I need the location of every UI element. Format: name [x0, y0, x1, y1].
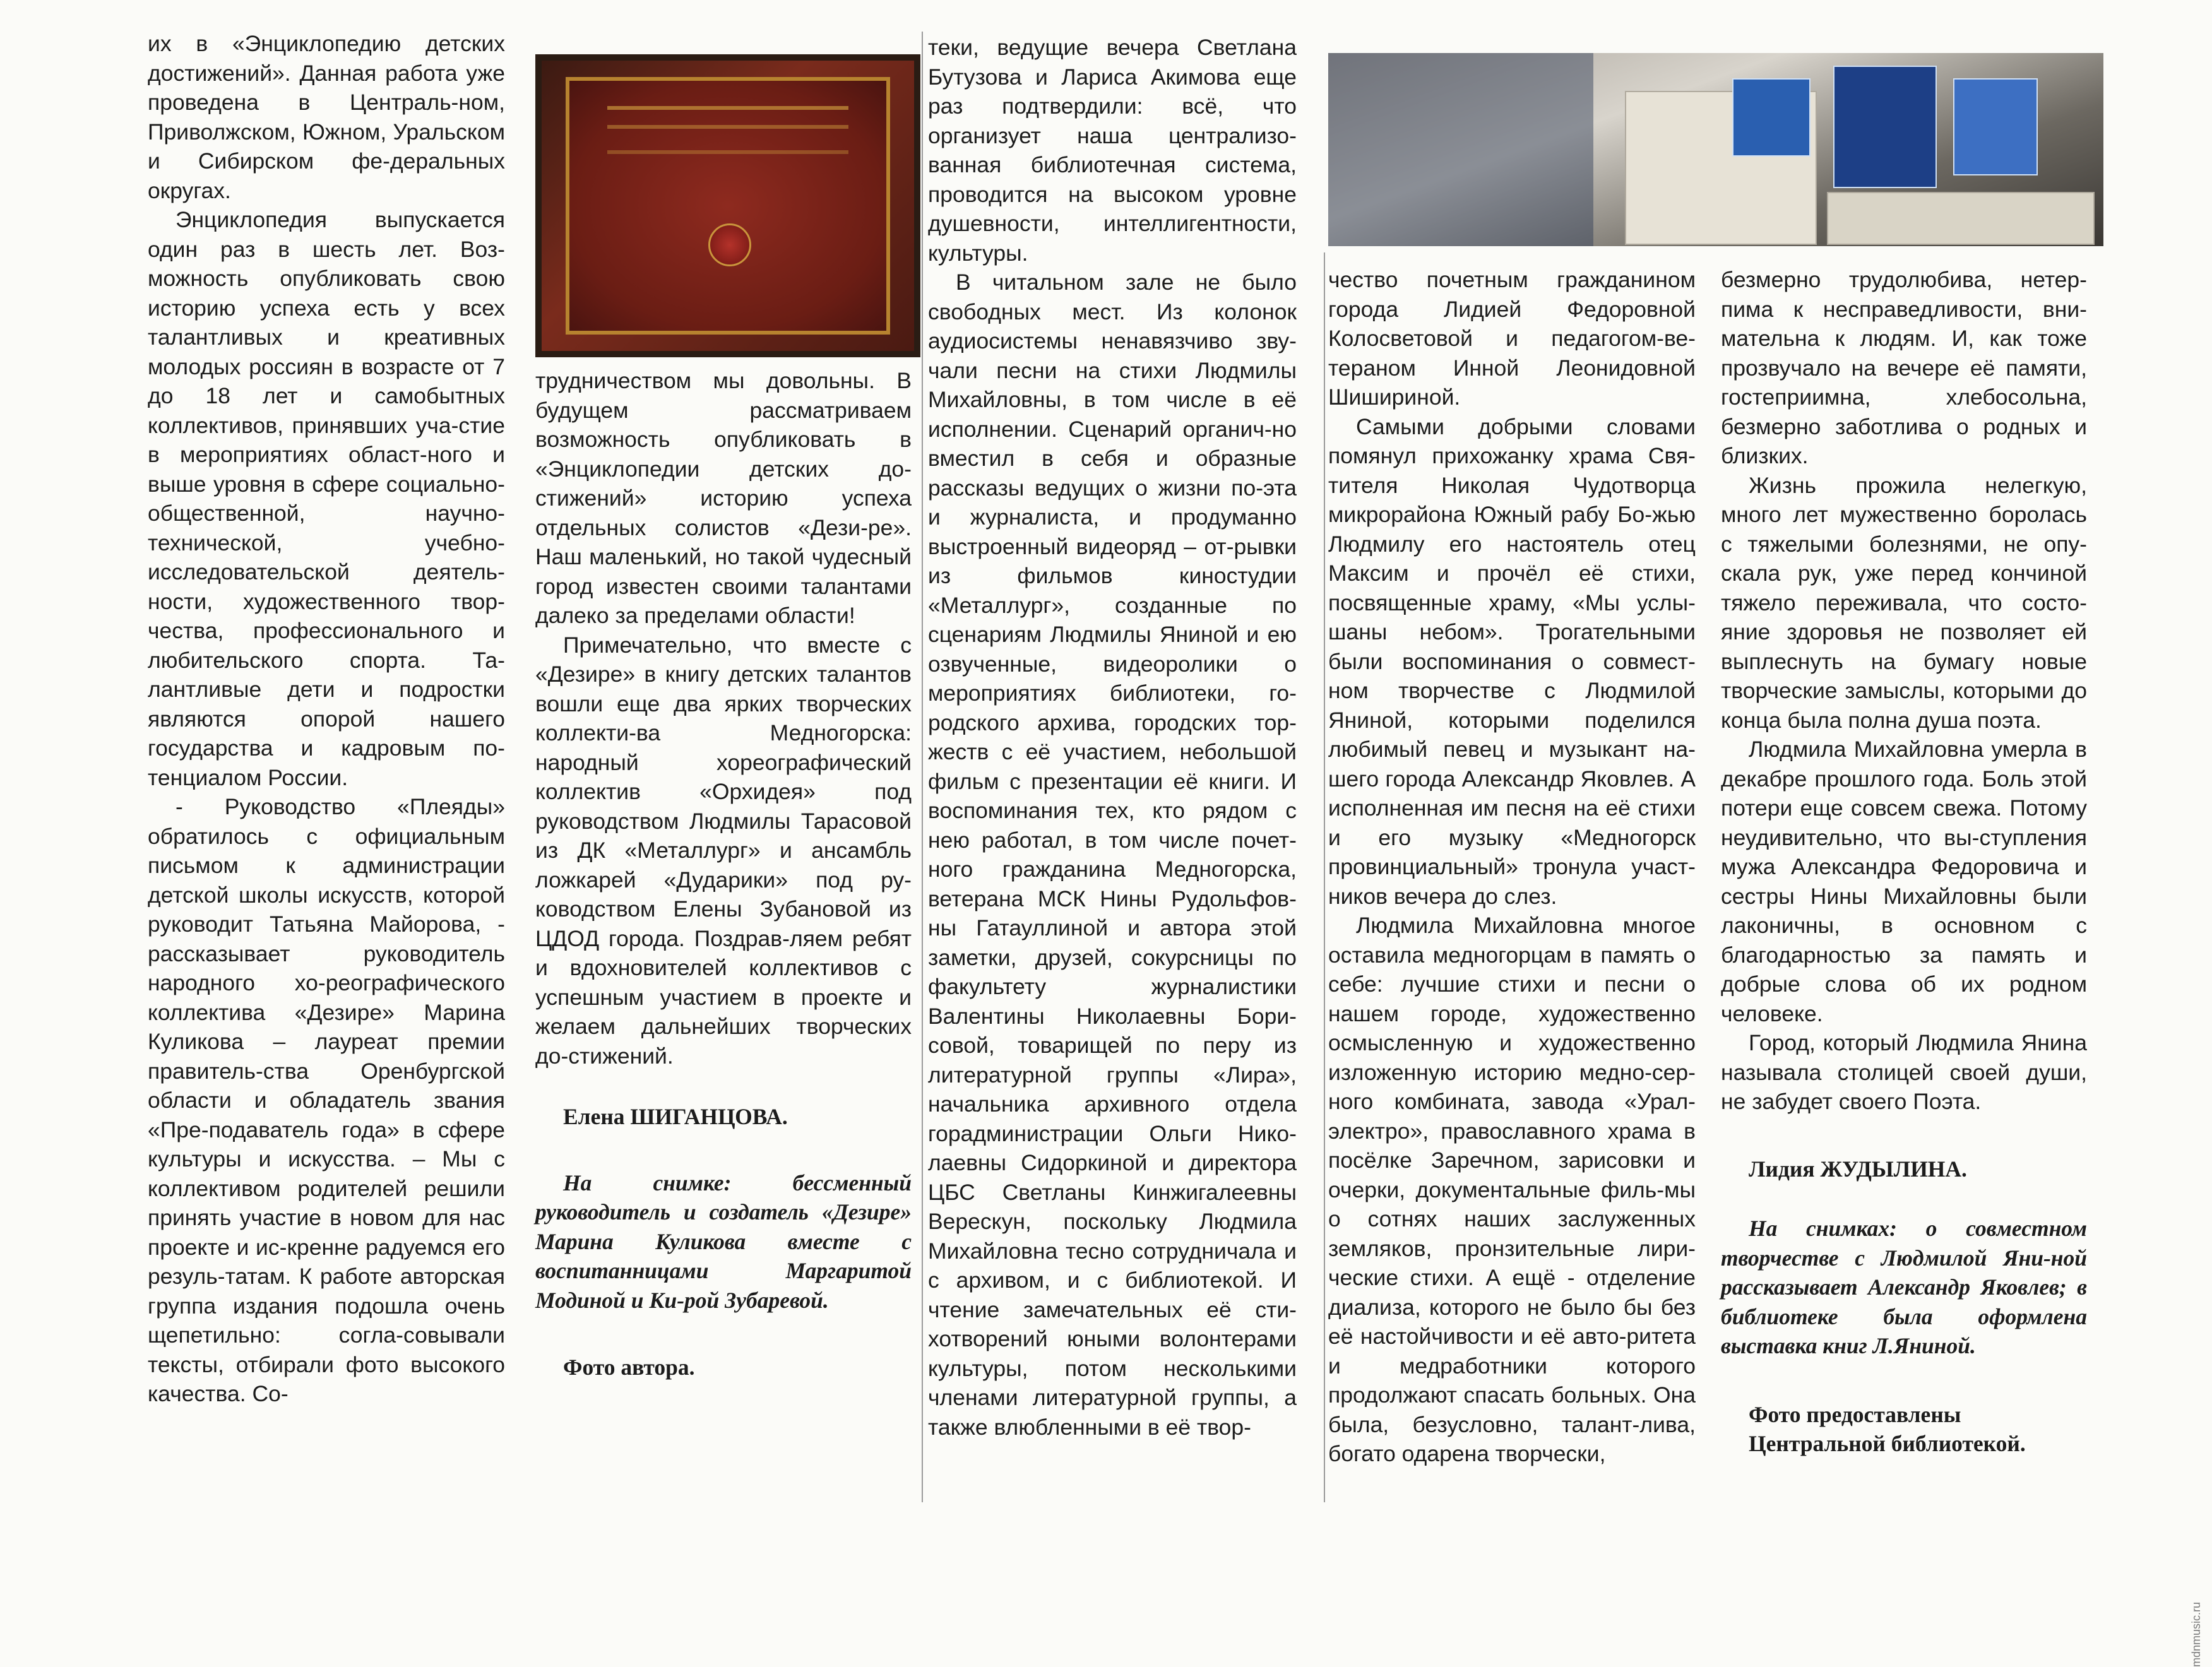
wax-seal-icon [708, 223, 751, 266]
paragraph: В читальном зале не было свободных мест. Из колонок аудиосистемы ненавязчиво зву-чали песни на стихи Людмилы Михайловны, в том числе в её исполнении. Сценарий органич-но вместил в себя и образные рассказы ведущих о жизни по-эта и журналиста, и продуманно выстроенный видеоряд – от-рывки из фильмов киностудии «Металлург», созданные по сценариям Людмилы Яниной и ею озвученные, видеоролики о мероприятиях библиотеки, го-родского архива, городских тор-жеств с её участием, небольшой фильм с презентации её книги. И воспоминания тех, кто рядом с нею работал, в том числе почет-ного гражданина Медногорска, ветерана МСК Нины Рудольфов-ны Гатауллиной и автора этой заметки, друзей, сокурсницы по факультету журналистики Валентины Николаевны Бори-совой, товарищей по перу из литературной группы «Лира», начальника архивного отдела горадминистрации Ольги Нико-лаевны Сидоркиной и директора ЦБС Светланы Кинжигалеевны Верескун, поскольку Людмила Михайловна тесно сотрудничала и с архивом, и с библиотекой. И чтение замечательных её сти-хотворений юными волонтерами культуры, потом несколькими членами литературной группы, а также влюбленными в её твор- [928, 270, 1297, 1440]
book-cover [1732, 78, 1811, 157]
photo-credit: Центральной библиотекой. [1749, 1431, 2026, 1456]
column-4 [1328, 265, 1696, 1469]
column-3 [928, 33, 1297, 1442]
diploma-frame [566, 77, 890, 335]
column-rule [1324, 252, 1325, 1502]
book-cover [1833, 66, 1937, 188]
photo-credit: Фото предоставлены [1749, 1401, 1961, 1427]
paragraph: Жизнь прожила нелегкую, много лет мужественно боролась с тяжелыми болезнями, не опу-скала рук, уже перед кончиной тяжело переживала, что состо-яние здоровья не позволяет ей выплеснуть на бумагу новые творческие замыслы, которыми до конца была полна душа поэта. [1721, 472, 2087, 733]
paragraph: теки, ведущие вечера Светлана Бутузова и Лариса Акимова еще раз подтвердили: всё, что организует наша централизо-ванная библиотечная система, проводится на высоком уровне душевности, интеллигентности, культуры. [928, 35, 1297, 266]
paragraph: их в «Энциклопедию детских достижений». Данная работа уже проведена в Централь-ном, Приволжском, Южном, Уральском и Сибирском фе-деральных округах. [148, 31, 505, 203]
paragraph: безмерно трудолюбива, нетер-пима к несправедливости, вни-мательна к людям. И, как тоже прозвучало на вечере её памяти, гостеприимна, хлебосольна, безмерно заботлива о родных и близких. [1721, 267, 2087, 468]
column-1 [148, 29, 505, 1409]
author-signature: Елена ШИГАНЦОВА. [563, 1104, 788, 1129]
photo-credit: Фото автора. [563, 1355, 695, 1380]
diploma-text-line [607, 106, 848, 110]
photo-caption: На снимке: бессменный руководитель и создатель «Дезире» Марина Куликова вместе с воспитанницами Маргаритой Модиной и Ки-рой Зубаревой. [535, 1170, 912, 1313]
paragraph: Город, который Людмила Янина называла столицей своей души, не забудет своего Поэта. [1721, 1030, 2087, 1114]
diploma-text-line [607, 125, 848, 129]
column-2 [535, 366, 912, 1382]
paragraph: Людмила Михайловна умерла в декабре прошлого года. Боль этой потери еще совсем свежа. Потому неудивительно, что вы-ступления мужа Александра Федоровича и сестры Нины Михайловны были лаконичны, в основном с благодарностью за память и добрые слова об их родном человеке. [1721, 737, 2087, 1026]
person-silhouette [1328, 53, 1593, 246]
column-rule [922, 32, 923, 1502]
diploma-text-line [607, 150, 848, 154]
paragraph: Примечательно, что вместе с «Дезире» в книгу детских талантов вошли еще два ярких творческих коллекти-ва Медногорска: народный хореографический коллектив «Орхидея» под руководством Людмилы Тарасовой из ДК «Металлург» и ансамбль ложкарей «Дударики» под ру-ководством Елены Зубановой из ЦДОД города. Поздрав-ляем ребят и вдохновителей коллективов с успешным участием в проекте и желаем дальнейших творческих до-стижений. [535, 632, 912, 1069]
display-table [1827, 192, 2095, 245]
author-signature: Лидия ЖУДЫЛИНА. [1749, 1156, 1967, 1182]
book-cover [1953, 78, 2038, 175]
paragraph: Людмила Михайловна многое оставила медногорцам в память о себе: лучшие стихи и песни о нашем городе, художественно осмысленную и художественно изложенную историю медно-сер-ного комбината, завода «Урал-электро», православного храма в посёлке Заречном, зарисовки и очерки, документальные филь-мы о сотнях наших заслуженных земляков, пронзительные лири-ческие стихи. А ещё - отделение диализа, которого не было бы без её настойчивости и её авто-ритета и медработники которого продолжают спасать больных. Она была, безусловно, талант-лива, богато одарена творчески, [1328, 913, 1696, 1466]
paragraph: Энциклопедия выпускается один раз в шесть лет. Воз-можность опубликовать свою историю успеха есть у всех талантливых и креативных молодых россиян в возрасте от 7 до 18 лет и самобытных коллективов, принявших уча-стие в мероприятиях област-ного и выше уровня в сфере социально-общественной, научно-технической, учебно-исследовательской деятель-ности, художественного твор-чества, профессионального и любительского спорта. Та-лантливые дети и подростки являются опорой нашего государства и кадровым по-тенциалом России. [148, 207, 505, 790]
diploma-photo [535, 54, 920, 357]
watermark: mdnmusic.ru [2190, 1602, 2203, 1667]
paragraph: - Руководство «Плеяды» обратилось с официальным письмом к администрации детской школы искусств, которой руководит Татьяна Майорова, - рассказывает руководитель народного хо-реографического коллектива «Дезире» Марина Куликова – лауреат премии правитель-ства Оренбургской области и обладатель звания «Пре-подаватель года» в сфере культуры и искусства. – Мы с коллективом родителей решили принять участие в новом для нас проекте и ис-кренне радуемся его резуль-татам. К работе авторская группа издания подошла очень щепетильно: согла-совывали тексты, отбирали фото высокого качества. Со- [148, 794, 505, 1406]
top-margin [0, 0, 2212, 32]
paragraph: чество почетным гражданином города Лидией Федоровной Колосветовой и педагогом-ве-тераном Инной Леонидовной Шишириной. [1328, 267, 1696, 410]
paragraph: Самыми добрыми словами помянул прихожанку храма Свя-тителя Николая Чудотворца микрорайона Южный рабу Бо-жью Людмилу его настоятель отец Максим и прочёл её стихи, посвященные храму, «Мы услы-шаны небом». Трогательными были воспоминания о совмест-ном творчестве с Людмилой Яниной, которыми поделился любимый певец и музыкант на-шего города Александр Яковлев. А исполненная им песня на её стихи и его музыку «Медногорск провинциальный» тронула участ-ников вечера до слез. [1328, 413, 1696, 909]
photo-caption: На снимках: о совместном творчестве с Людмилой Яни-ной рассказывает Александр Яковлев; в библиотеке была оформлена выставка книг Л.Яниной. [1721, 1216, 2087, 1358]
book-exhibition-photo [1328, 53, 2103, 246]
column-5 [1721, 265, 2087, 1459]
paragraph: трудничеством мы довольны. В будущем рассматриваем возможность опубликовать в «Энциклопедии детских до-стижений» историю успеха отдельных солистов «Дези-ре». Наш маленький, но такой чудесный город известен своими талантами далеко за пределами области! [535, 368, 912, 628]
